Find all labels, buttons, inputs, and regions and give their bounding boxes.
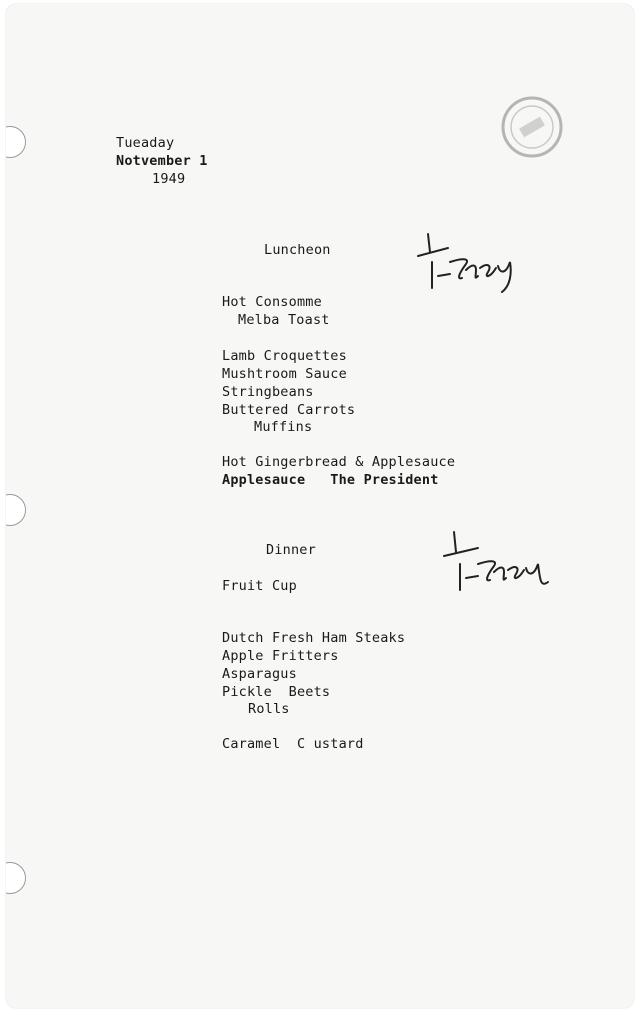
binder-hole-top (6, 126, 26, 158)
menu-item: Lamb Croquettes (222, 348, 347, 364)
menu-item: Asparagus (222, 666, 297, 682)
menu-item: Muffins (254, 419, 313, 435)
menu-item: Applesauce The President (222, 472, 439, 488)
menu-item: Pickle Beets (222, 684, 331, 700)
library-stamp (500, 95, 564, 159)
menu-item: Melba Toast (238, 312, 330, 328)
menu-item: Caramel C ustard (222, 736, 364, 752)
menu-item: Stringbeans (222, 384, 314, 400)
handwritten-tray-note (436, 524, 556, 600)
handwritten-tray-note (410, 222, 530, 294)
header-date: Notvember 1 (116, 153, 208, 169)
binder-hole-bottom (6, 862, 26, 894)
menu-item: Hot Gingerbread & Applesauce (222, 454, 456, 470)
menu-item: Buttered Carrots (222, 402, 356, 418)
menu-item: Dutch Fresh Ham Steaks (222, 630, 406, 646)
menu-item: Mushtroom Sauce (222, 366, 347, 382)
menu-item: Fruit Cup (222, 578, 297, 594)
luncheon-heading: Luncheon (264, 242, 331, 258)
dinner-heading: Dinner (266, 542, 316, 558)
menu-item: Apple Fritters (222, 648, 339, 664)
menu-item: Rolls (248, 701, 290, 717)
header-year: 1949 (152, 171, 186, 187)
binder-hole-middle (6, 494, 26, 526)
document-page (6, 4, 634, 1008)
header-day: Tueaday (116, 135, 175, 151)
menu-item: Hot Consomme (222, 294, 322, 310)
